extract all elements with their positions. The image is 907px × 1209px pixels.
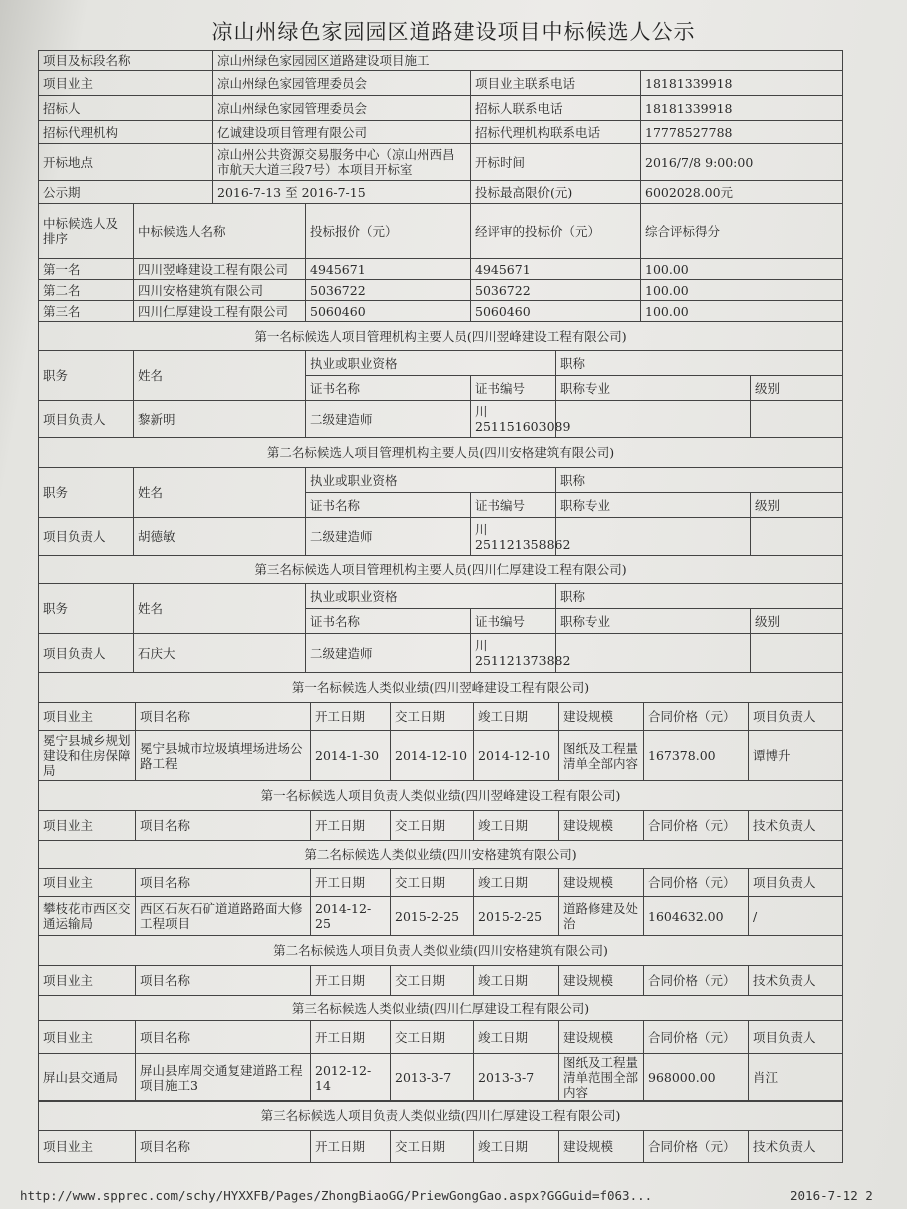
table-cell: 5060460 — [471, 301, 641, 322]
column-header: 项目名称 — [136, 811, 311, 841]
column-header: 合同价格（元） — [644, 966, 749, 996]
column-header: 竣工日期 — [474, 1131, 559, 1163]
personnel-table — [38, 437, 843, 556]
header-row — [39, 468, 843, 493]
section-heading: 第二名标候选人项目负责人类似业绩(四川安格建筑有限公司) — [39, 936, 843, 966]
column-header: 建设规模 — [559, 966, 644, 996]
section-heading: 第三名标候选人项目管理机构主要人员(四川仁厚建设工程有限公司) — [39, 556, 843, 584]
column-header: 竣工日期 — [474, 1021, 559, 1054]
column-header: 建设规模 — [559, 869, 644, 897]
table-cell — [751, 518, 843, 556]
column-header: 项目名称 — [136, 1021, 311, 1054]
personnel-row — [39, 518, 843, 556]
column-header: 职务 — [39, 351, 134, 401]
lead-performance-table — [38, 935, 843, 996]
header-row — [39, 351, 843, 376]
table-cell: 4945671 — [471, 259, 641, 280]
page-number: 2 — [865, 1188, 873, 1203]
info-row — [39, 71, 843, 96]
column-header: 项目负责人 — [749, 703, 843, 731]
column-header: 项目业主 — [39, 966, 136, 996]
column-header: 项目名称 — [136, 869, 311, 897]
info-row — [39, 181, 843, 204]
performance-row — [39, 897, 843, 936]
table-cell: / — [749, 897, 843, 936]
table-cell: 二级建造师 — [306, 401, 471, 438]
table-cell: 项目负责人 — [39, 518, 134, 556]
column-header: 开工日期 — [311, 1021, 391, 1054]
section-heading: 第二名标候选人项目管理机构主要人员(四川安格建筑有限公司) — [39, 438, 843, 468]
column-header: 建设规模 — [559, 1021, 644, 1054]
table-cell: 5060460 — [306, 301, 471, 322]
table-cell: 西区石灰石矿道道路路面大修工程项目 — [136, 897, 311, 936]
column-header: 技术负责人 — [749, 811, 843, 841]
column-header: 姓名 — [134, 468, 306, 518]
table-cell: 5036722 — [306, 280, 471, 301]
table-cell: 图纸及工程量清单范围全部内容 — [559, 1054, 644, 1102]
column-header: 技术负责人 — [749, 1131, 843, 1163]
info-row — [39, 51, 843, 71]
column-header: 投标报价（元） — [306, 204, 471, 259]
info-value: 6002028.00元 — [641, 181, 843, 204]
info-label: 项目业主联系电话 — [471, 71, 641, 96]
column-header: 项目业主 — [39, 811, 136, 841]
column-header: 竣工日期 — [474, 869, 559, 897]
column-header: 建设规模 — [559, 703, 644, 731]
info-label: 开标时间 — [471, 144, 641, 181]
section-heading — [39, 1101, 843, 1131]
table-cell: 项目负责人 — [39, 401, 134, 438]
header-row — [39, 966, 843, 996]
section-heading — [39, 556, 843, 584]
section-heading: 第三名标候选人项目负责人类似业绩(四川仁厚建设工程有限公司) — [39, 1101, 843, 1131]
header-row — [39, 703, 843, 731]
column-header: 交工日期 — [391, 966, 474, 996]
table-cell: 1604632.00 — [644, 897, 749, 936]
info-label: 公示期 — [39, 181, 213, 204]
column-header: 级别 — [751, 493, 843, 518]
column-header: 合同价格（元） — [644, 811, 749, 841]
table-cell: 道路修建及处治 — [559, 897, 644, 936]
section-heading — [39, 936, 843, 966]
column-header: 职称 — [556, 351, 843, 376]
table-cell: 肖江 — [749, 1054, 843, 1102]
footer-date — [790, 1188, 873, 1203]
table-cell — [556, 634, 751, 673]
personnel-table — [38, 555, 843, 673]
column-header: 级别 — [751, 609, 843, 634]
performance-row — [39, 731, 843, 781]
column-header: 项目业主 — [39, 869, 136, 897]
table-cell: 100.00 — [641, 301, 843, 322]
performance-table — [38, 672, 843, 781]
table-cell: 2015-2-25 — [391, 897, 474, 936]
column-header: 综合评标得分 — [641, 204, 843, 259]
column-header: 证书编号 — [471, 493, 556, 518]
section-heading — [39, 996, 843, 1021]
table-cell: 图纸及工程量清单全部内容 — [559, 731, 644, 781]
table-cell: 167378.00 — [644, 731, 749, 781]
info-value: 18181339918 — [641, 96, 843, 121]
table-cell: 100.00 — [641, 259, 843, 280]
table-cell: 2012-12-14 — [311, 1054, 391, 1102]
column-header: 项目名称 — [136, 966, 311, 996]
info-label: 投标最高限价(元) — [471, 181, 641, 204]
table-cell: 四川翌峰建设工程有限公司 — [134, 259, 306, 280]
info-label: 项目业主 — [39, 71, 213, 96]
column-header: 交工日期 — [391, 1021, 474, 1054]
column-header: 交工日期 — [391, 1131, 474, 1163]
column-header: 项目负责人 — [749, 869, 843, 897]
table-cell: 二级建造师 — [306, 634, 471, 673]
section-heading: 第三名标候选人类似业绩(四川仁厚建设工程有限公司) — [39, 996, 843, 1021]
lead-performance-table — [38, 780, 843, 841]
section-heading: 第二名标候选人类似业绩(四川安格建筑有限公司) — [39, 841, 843, 869]
candidate-row — [39, 259, 843, 280]
column-header: 中标候选人及排序 — [39, 204, 134, 259]
table-cell: 5036722 — [471, 280, 641, 301]
personnel-row — [39, 401, 843, 438]
table-cell: 川251121373882 — [471, 634, 556, 673]
section-heading — [39, 781, 843, 811]
performance-row — [39, 1054, 843, 1102]
column-header: 交工日期 — [391, 869, 474, 897]
table-cell — [556, 401, 751, 438]
info-value: 亿诚建设项目管理有限公司 — [213, 121, 471, 144]
section-heading — [39, 438, 843, 468]
footer-url: http://www.spprec.com/schy/HYXXFB/Pages/ZhongBiaoGG/PriewGongGao.aspx?GGGuid=f063... — [20, 1188, 653, 1203]
column-header: 竣工日期 — [474, 966, 559, 996]
table-cell: 2013-3-7 — [474, 1054, 559, 1102]
column-header: 证书名称 — [306, 376, 471, 401]
info-value: 凉山州公共资源交易服务中心（凉山州西昌市航天大道三段7号）本项目开标室 — [213, 144, 471, 181]
column-header: 竣工日期 — [474, 703, 559, 731]
personnel-row — [39, 634, 843, 673]
lead-performance-table — [38, 1100, 843, 1163]
column-header: 执业或职业资格 — [306, 468, 556, 493]
column-header: 中标候选人名称 — [134, 204, 306, 259]
table-cell — [751, 401, 843, 438]
column-header: 交工日期 — [391, 703, 474, 731]
table-cell: 2014-1-30 — [311, 731, 391, 781]
column-header: 合同价格（元） — [644, 703, 749, 731]
table-cell: 胡德敏 — [134, 518, 306, 556]
header-row — [39, 584, 843, 609]
column-header: 开工日期 — [311, 1131, 391, 1163]
column-header: 建设规模 — [559, 1131, 644, 1163]
column-header: 姓名 — [134, 584, 306, 634]
column-header: 开工日期 — [311, 703, 391, 731]
column-header: 职称 — [556, 584, 843, 609]
table-cell: 冕宁县城乡规划建设和住房保障局 — [39, 731, 136, 781]
info-value: 2016-7-13 至 2016-7-15 — [213, 181, 471, 204]
project-info-table — [38, 50, 843, 204]
page-title: 凉山州绿色家园园区道路建设项目中标候选人公示 — [211, 20, 696, 44]
table-cell: 第二名 — [39, 280, 134, 301]
table-cell — [751, 634, 843, 673]
column-header: 开工日期 — [311, 869, 391, 897]
table-cell: 4945671 — [306, 259, 471, 280]
table-cell: 2014-12-10 — [474, 731, 559, 781]
info-value: 17778527788 — [641, 121, 843, 144]
column-header: 开工日期 — [311, 966, 391, 996]
column-header: 合同价格（元） — [644, 1131, 749, 1163]
table-cell: 屏山县交通局 — [39, 1054, 136, 1102]
performance-table — [38, 840, 843, 936]
section-heading — [39, 673, 843, 703]
candidates-table — [38, 203, 843, 322]
table-cell: 2014-12-10 — [391, 731, 474, 781]
print-date: 2016-7-12 — [790, 1188, 858, 1203]
column-header: 合同价格（元） — [644, 869, 749, 897]
info-label: 招标代理机构联系电话 — [471, 121, 641, 144]
info-value: 凉山州绿色家园园区道路建设项目施工 — [213, 51, 843, 71]
column-header: 证书名称 — [306, 609, 471, 634]
candidate-row — [39, 280, 843, 301]
table-cell: 2014-12-25 — [311, 897, 391, 936]
section-heading: 第一名标候选人项目负责人类似业绩(四川翌峰建设工程有限公司) — [39, 781, 843, 811]
table-cell: 冕宁县城市垃圾填埋场进场公路工程 — [136, 731, 311, 781]
header-row — [39, 811, 843, 841]
table-cell: 攀枝花市西区交通运输局 — [39, 897, 136, 936]
table-cell: 屏山县库周交通复建道路工程项目施工3 — [136, 1054, 311, 1102]
column-header: 职称专业 — [556, 376, 751, 401]
info-row — [39, 96, 843, 121]
info-label: 开标地点 — [39, 144, 213, 181]
column-header: 证书名称 — [306, 493, 471, 518]
table-cell — [556, 518, 751, 556]
candidate-row — [39, 301, 843, 322]
header-row — [39, 1021, 843, 1054]
section-heading — [39, 841, 843, 869]
column-header: 开工日期 — [311, 811, 391, 841]
info-label: 项目及标段名称 — [39, 51, 213, 71]
column-header: 竣工日期 — [474, 811, 559, 841]
info-value: 凉山州绿色家园管理委员会 — [213, 71, 471, 96]
table-cell: 四川仁厚建设工程有限公司 — [134, 301, 306, 322]
table-cell: 黎新明 — [134, 401, 306, 438]
column-header: 姓名 — [134, 351, 306, 401]
section-heading: 第一名标候选人项目管理机构主要人员(四川翌峰建设工程有限公司) — [39, 322, 843, 351]
column-header: 职务 — [39, 468, 134, 518]
section-heading: 第一名标候选人类似业绩(四川翌峰建设工程有限公司) — [39, 673, 843, 703]
info-value: 凉山州绿色家园管理委员会 — [213, 96, 471, 121]
column-header: 项目业主 — [39, 1131, 136, 1163]
table-cell: 项目负责人 — [39, 634, 134, 673]
column-header: 职称专业 — [556, 493, 751, 518]
column-header: 执业或职业资格 — [306, 351, 556, 376]
table-cell: 2013-3-7 — [391, 1054, 474, 1102]
column-header: 职称专业 — [556, 609, 751, 634]
performance-table — [38, 995, 843, 1102]
personnel-table — [38, 321, 843, 438]
table-cell: 2015-2-25 — [474, 897, 559, 936]
column-header: 项目业主 — [39, 703, 136, 731]
column-header: 项目业主 — [39, 1021, 136, 1054]
column-header: 项目名称 — [136, 703, 311, 731]
column-header: 建设规模 — [559, 811, 644, 841]
column-header: 职务 — [39, 584, 134, 634]
column-header: 级别 — [751, 376, 843, 401]
info-value: 18181339918 — [641, 71, 843, 96]
info-label: 招标人 — [39, 96, 213, 121]
header-row — [39, 1131, 843, 1163]
info-label: 招标代理机构 — [39, 121, 213, 144]
section-heading — [39, 322, 843, 351]
column-header: 项目负责人 — [749, 1021, 843, 1054]
column-header: 执业或职业资格 — [306, 584, 556, 609]
table-cell: 四川安格建筑有限公司 — [134, 280, 306, 301]
column-header: 交工日期 — [391, 811, 474, 841]
column-header: 证书编号 — [471, 376, 556, 401]
column-header: 证书编号 — [471, 609, 556, 634]
table-cell: 谭博升 — [749, 731, 843, 781]
info-row — [39, 121, 843, 144]
column-header: 经评审的投标价（元） — [471, 204, 641, 259]
info-row — [39, 144, 843, 181]
table-cell: 二级建造师 — [306, 518, 471, 556]
column-header: 合同价格（元） — [644, 1021, 749, 1054]
info-label: 招标人联系电话 — [471, 96, 641, 121]
table-cell: 第三名 — [39, 301, 134, 322]
column-header: 技术负责人 — [749, 966, 843, 996]
table-cell: 968000.00 — [644, 1054, 749, 1102]
column-header: 项目名称 — [136, 1131, 311, 1163]
table-cell: 川251121358862 — [471, 518, 556, 556]
table-cell: 100.00 — [641, 280, 843, 301]
candidates-header — [39, 204, 843, 259]
header-row — [39, 869, 843, 897]
table-cell: 石庆大 — [134, 634, 306, 673]
info-value: 2016/7/8 9:00:00 — [641, 144, 843, 181]
table-cell: 川251151603089 — [471, 401, 556, 438]
table-cell: 第一名 — [39, 259, 134, 280]
column-header: 职称 — [556, 468, 843, 493]
